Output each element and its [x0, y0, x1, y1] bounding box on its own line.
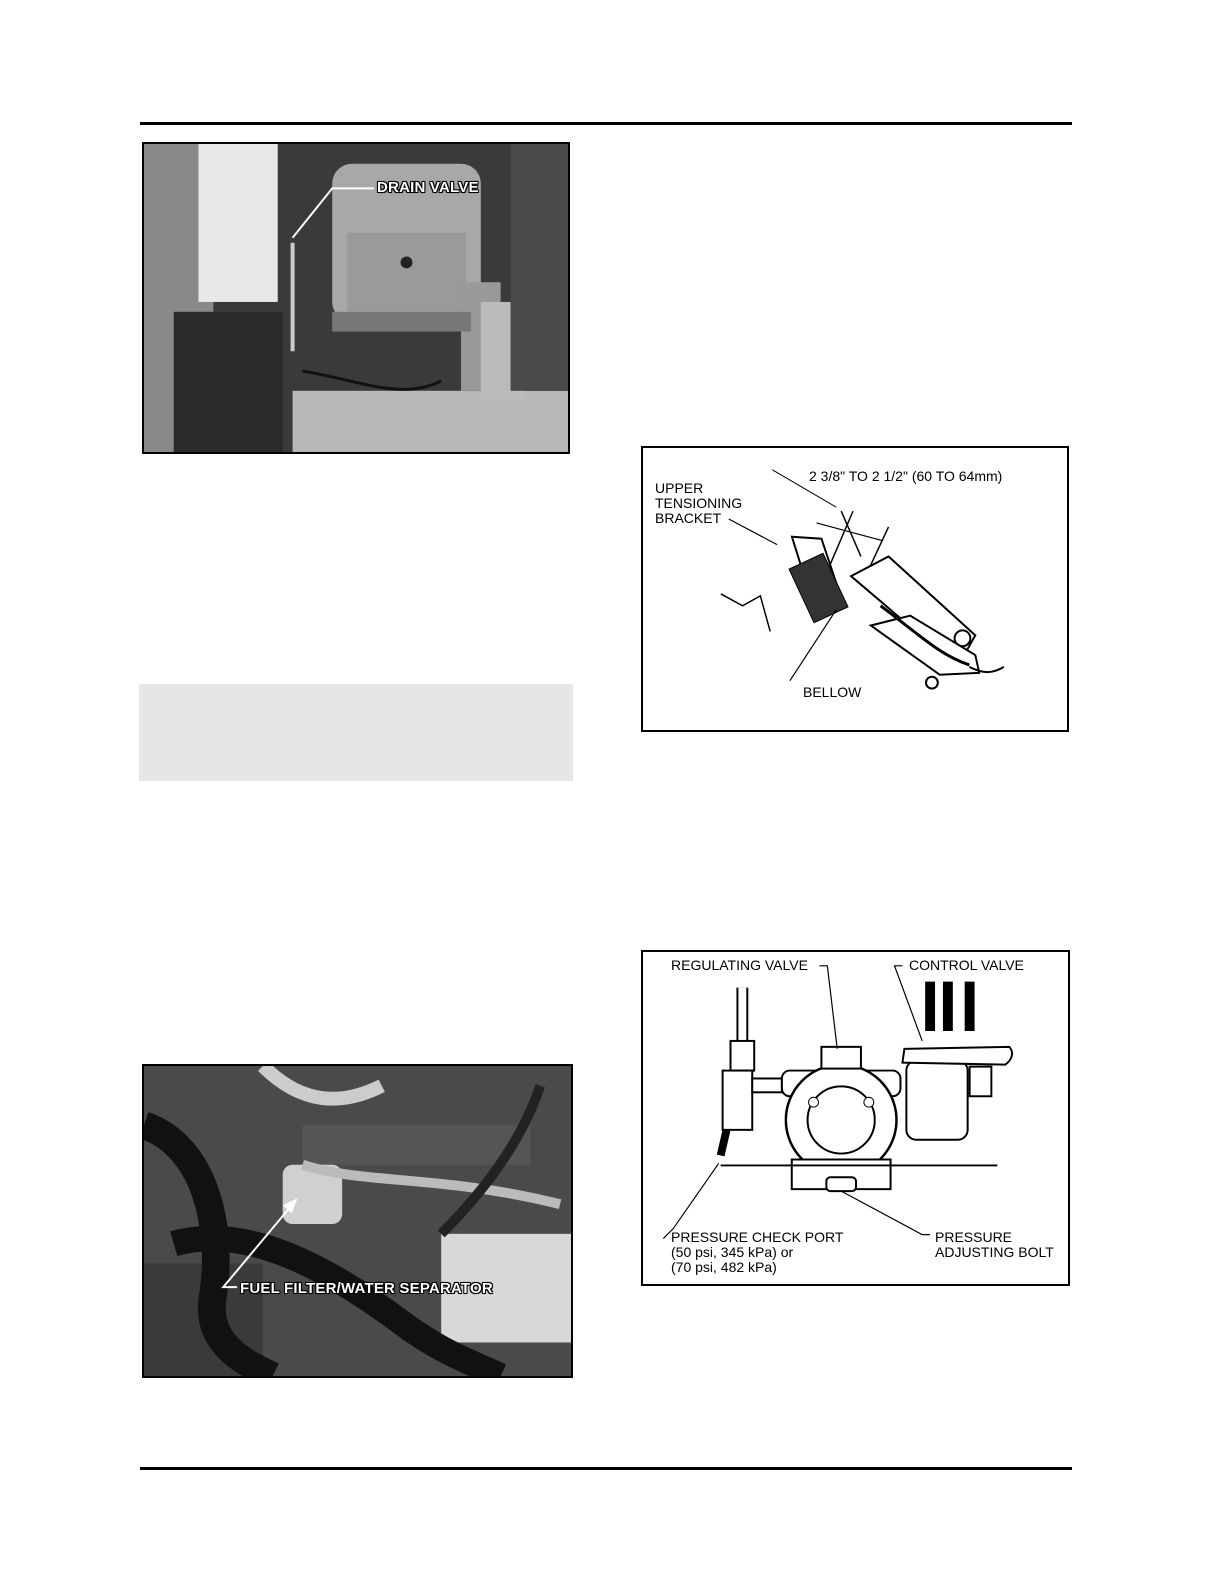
belt-tension-diagram [641, 446, 1069, 732]
regulating-valve-diagram [641, 950, 1070, 1286]
footer-rule [140, 1467, 1072, 1470]
drain-valve-photo [142, 142, 570, 454]
upper-tensioning-bracket-label: UPPER TENSIONING BRACKET [655, 480, 743, 526]
belt-dimension-label: 2 3/8" TO 2 1/2" (60 TO 64mm) [809, 468, 1003, 484]
regulating-valve-label: REGULATING VALVE [671, 957, 808, 973]
fuel-filter-photo [142, 1064, 573, 1378]
bellow-label: BELLOW [803, 684, 862, 700]
note-box [139, 684, 573, 781]
pressure-check-port-label: PRESSURE CHECK PORT (50 psi, 345 kPa) or (70 psi, 482 kPa) [671, 1229, 844, 1275]
header-rule [140, 122, 1072, 125]
control-valve-label: CONTROL VALVE [909, 957, 1024, 973]
fuel-filter-label: FUEL FILTER/WATER SEPARATOR [240, 1280, 493, 1297]
drain-valve-label: DRAIN VALVE [377, 179, 479, 196]
drain-valve-leader-line [144, 144, 568, 452]
fuel-filter-arrow [144, 1066, 571, 1376]
pressure-adjusting-bolt-label: PRESSURE ADJUSTING BOLT [935, 1229, 1054, 1260]
